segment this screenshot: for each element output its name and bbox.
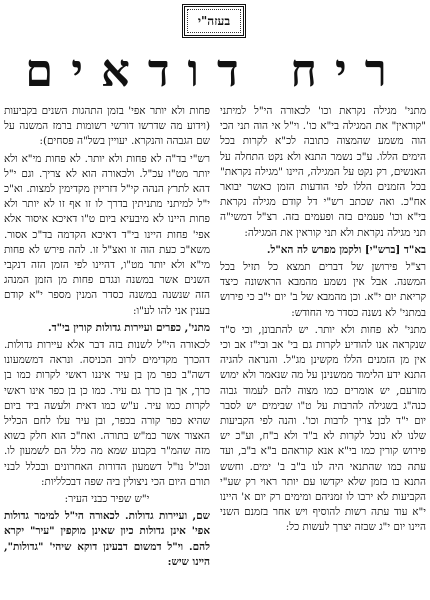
paragraph: רש"י בד"ה לא פחות ולא יותר. לא פחות מי"א ולא יותר מט"ו עכ"ל. ולכאורה הוא לא צריך. וגם י"ל דהא לתרץ הנהה קי"ל דזריזין מקדימין למצות. וא"כ י"ל למיתני מתניתין בדרך לו זו אף זו לא יותר ולא פחות היינו לא מיבעיא ביום ט"ו דאיכא איסור אלא אפי' פחות היינו בי"ד דאיכא הקדמה בד"כ אסור. משא"כ כעת הוה זו ואצ"ל זו. להה פירש לא פחות מי"א ולא יותר מט"ו, דהיינו לפי הזמן הזה דנקבי השנים אשר במשנה ונגדם פחות מן הזמן המנהג הזה שנשנה במשנה כסדר המנין מספר י"א קודם בענין אני להו לע"ו:: [4, 152, 210, 317]
paragraph: י"ש שפיר כבני העיר:: [64, 493, 150, 506]
paragraph: שם, ועיירות גדולות. לכאורה הי"ל למימר גדולות אפי' אינן גדולות כיון שאינן מוקפין "עיר" יקרא להם. וי"ל דמשום דבעינן דוקא שיהי' "גדולות", היינו שיש:: [4, 510, 210, 568]
text-columns: [4, 104, 426, 600]
paragraph: מתני' מגילה נקראת וכו' לכאורה הי"ל למיתני "קוראין" את המגילה בי"א כו'. וי"ל אי הוה תני הכי הוה משמע שהמצוה כתובה לכ"א לקרות בכל הימים הללו. ע"כ נשמר התנא ולא נקט התחלה על האנשים, רק נקט על המגילה, היינו "מגילה נקראת" בכל הזמנים הללו לפי הודעות הזמן כאשר יבואר אח"כ. ואה שכתב רש"י דל קודם מגילה נקראת בי"א וכו' פעמים בזה ופעמים בזה. רצ"ל דמשי"ה תני מגילה נקראת ולא תני קוראין את המגילה:: [220, 105, 426, 239]
paragraph: רצ"ל פירושן של דברים תמצא כל תזיל בכל המשנה. אבל אין נשמע מהמבא הראשונה כיצד קריאת יום י"א. וכן מהמבא של ב' יום י"ב כי פירוש במתני' לא נשנה כסדר מי החודש:: [220, 261, 426, 319]
ornament-frame: [182, 4, 246, 38]
left-column: [4, 104, 210, 600]
main-title: ריח דודאים: [25, 44, 405, 97]
right-column: [220, 104, 426, 600]
paragraph: לכאורה הי"ל לשנות בזה דבר אלא עיירות גדולות. דהכרך מקדימים לרוב הכניסה. ונראה דמשמעונו דשה"ב כפר מן בן עיר איננו ראשי לקרות כמו בן כרך, אך בן כרך גם עיר. כמו כן בן כפר אינו ראשי לקרות כמו עיר. ע"ש כמו דאית ולעשה ביד ביום שהיא כפר קורה בכפר, ובן עיר עלו לחם הכליל האצור אשר כמ"ש בתורה. ואח"כ הוא חלק בשוא מזה שהמ"ר בקבוע שמא מה כלל הם לשמעון לו. ונכ"ל נו"ל דשמעון הדורות האחרונים ובכלל לבני תורם היום הכי ניצולין ביה שפה דבכלליות:: [4, 339, 210, 488]
paragraph: מתני', כפרים ועיירות גדולות קורין בי"ד.: [47, 321, 210, 334]
paragraph: מתני' לא פחות ולא יותר. יש להתבונן, וכי ס"ד שנקראה אנו להודיע לקרות גם בי' אב ובי"ז אב וכי אין מן הזמנים הללו מקשינן מג"ל. והנראה להגיה התנא ידע הלימוד ממשנינן על מה שנאמר ולא ימוש מזרעם, יש אומרים כמו מצוה להם לעמוד גבוה כנה"ג בשגילה להרבות על ט"ו שבימים יש לסבר יום י"ד לכן צריך לרבות וכו'. והנה לפי הקביעות שלנו לא נוכל לקרות לא ב"ד ולא ב"ח, וע"כ יש פירוש קורין כמו בי"א אנא קוראהם ב"א ב"ב, ועד עתה כמו שהתנאי היה לנו ב"ב ב' ימים. וחשש התנא בו בזמן שלא יקדשו עם יותר ראוי רק שע"י הקביעות לא ירבו לו זמניהם ומימים רק יום א' היינו י"א עוד עתה רשות להוסיף ויש אחר בזמנם השני היינו יום י"ג שבזה יצרך לעשות כל:: [220, 323, 426, 534]
paragraph: בא"ד [ברש"י] ולקמן מפרש לה הא"ל.: [266, 243, 426, 256]
header-label: בעזה"י: [187, 9, 241, 33]
paragraph: פחות ולא יותר אפי' בזמן התהגות השנים בקביעות (וידוע מה שדרשו דורשי רשומות ברמז המשנה על שם הגבהה והנקרא. יעויין בשל"ה פסחים):: [4, 105, 210, 148]
